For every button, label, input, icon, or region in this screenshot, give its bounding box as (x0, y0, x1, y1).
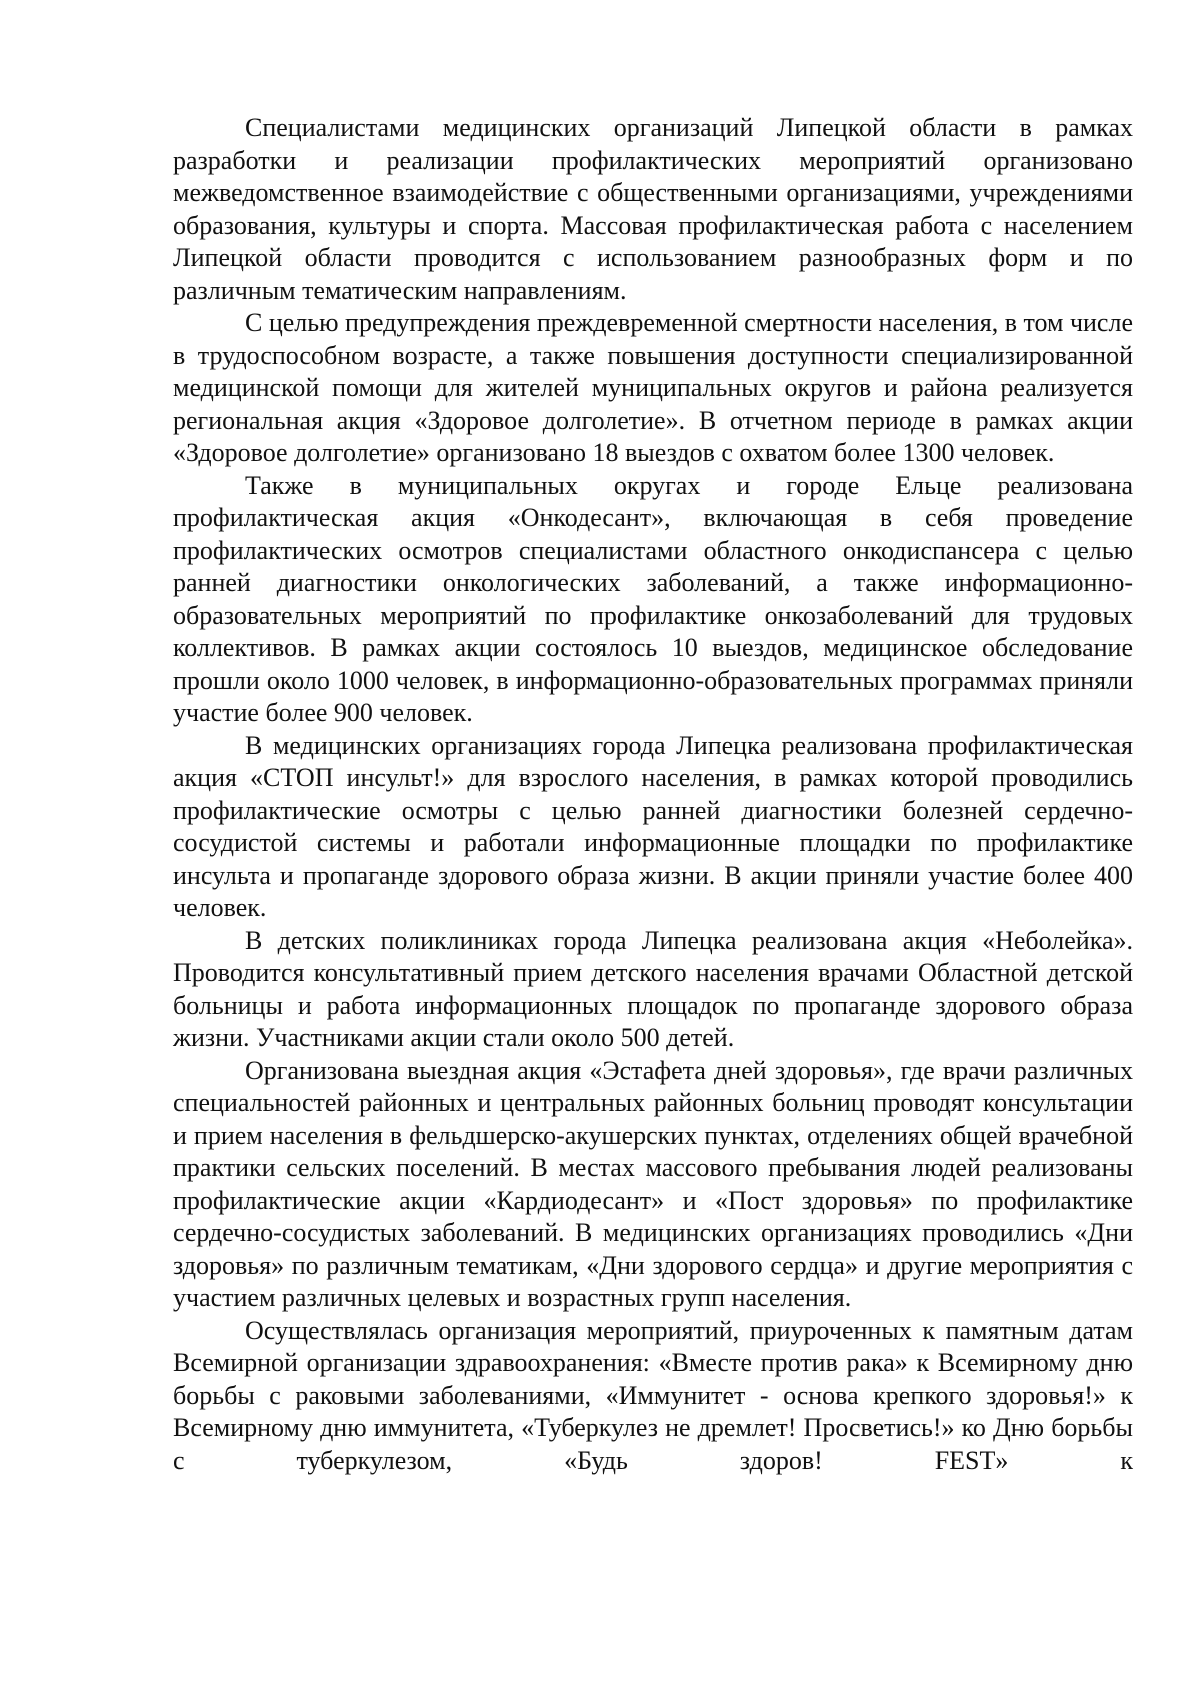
paragraph-neboleyka: В детских поликлиниках города Липецка реализована акция «Неболейка». Проводится консультативный прием детского населения врачами Областной детской больницы и работа информационных площадок по пропаганде здорового образа жизни. Участниками акции стали около 500 детей. (173, 925, 1133, 1052)
paragraph-health-relay: Организована выездная акция «Эстафета дней здоровья», где врачи различных специальностей районных и центральных районных больниц проводят консультации и прием населения в фельдшерско-акушерских пунктах, отделениях общей врачебной практики сельских поселений. В местах массового пребывания людей реализованы профилактические акции «Кардиодесант» и «Пост здоровья» по профилактике сердечно-сосудистых заболеваний. В медицинских организациях проводились «Дни здоровья» по различным тематикам, «Дни здорового сердца» и другие мероприятия с участием различных целевых и возрастных групп населения. (173, 1055, 1133, 1312)
paragraph-oncodesant: Также в муниципальных округах и городе Ельце реализована профилактическая акция «Онкодесант», включающая в себя проведение профилактических осмотров специалистами областного онкодиспансера с целью ранней диагностики онкологических заболеваний, а также информационно-образовательных мероприятий по профилактике онкозаболеваний для трудовых коллективов. В рамках акции состоялось 10 выездов, медицинское обследование прошли около 1000 человек, в информационно-образовательных программах приняли участие более 900 человек. (173, 470, 1133, 727)
paragraph-interagency-cooperation: Специалистами медицинских организаций Липецкой области в рамках разработки и реализации профилактических мероприятий организовано межведомственное взаимодействие с общественными организациями, учреждениями образования, культуры и спорта. Массовая профилактическая работа с населением Липецкой области проводится с использованием разнообразных форм и по различным тематическим направлениям. (173, 113, 1133, 305)
paragraph-stop-stroke: В медицинских организациях города Липецка реализована профилактическая акция «СТОП инсульт!» для взрослого населения, в рамках которой проводились профилактические осмотры с целью ранней диагностики болезней сердечно-сосудистой системы и работали информационные площадки по профилактике инсульта и пропаганде здорового образа жизни. В акции приняли участие более 400 человек. (173, 730, 1133, 922)
paragraph-healthy-longevity: С целью предупреждения преждевременной смертности населения, в том числе в трудоспособном возрасте, а также повышения доступности специализированной медицинской помощи для жителей муниципальных округов и района реализуется региональная акция «Здоровое долголетие». В отчетном периоде в рамках акции «Здоровое долголетие» организовано 18 выездов с охватом более 1300 человек. (173, 308, 1133, 467)
paragraph-who-memorable-dates: Осуществлялась организация мероприятий, приуроченных к памятным датам Всемирной организации здравоохранения: «Вместе против рака» к Всемирному дню борьбы с раковыми заболеваниями, «Иммунитет - основа крепкого здоровья!» к Всемирному дню иммунитета, «Туберкулез не дремлет! Просветись!» ко Дню борьбы с туберкулезом, «Будь здоров! FEST» к (173, 1315, 1133, 1475)
document-body (173, 112, 1133, 1477)
